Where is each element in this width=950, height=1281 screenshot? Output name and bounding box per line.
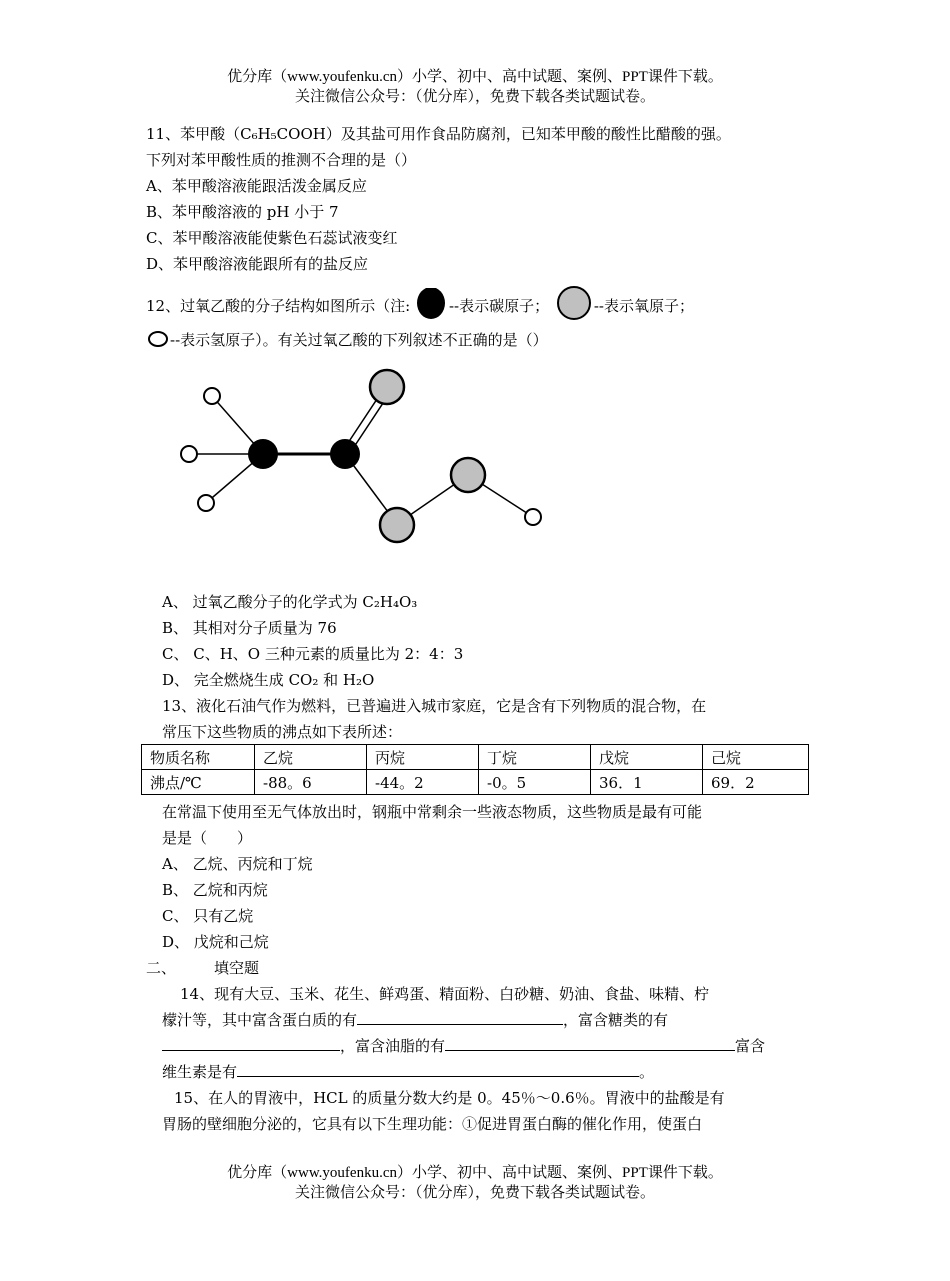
vitamin-answer-blank[interactable] [237, 1062, 639, 1077]
q13-stem-1: 13、液化石油气作为燃料，已普遍进入城市家庭，它是含有下列物质的混合物，在 [162, 697, 707, 715]
carbon-legend-icon [415, 288, 449, 322]
q12-option-d: D、 完全燃烧生成 CO₂ 和 H₂O [162, 671, 375, 689]
q11-stem-2: 下列对苯甲酸性质的推测不合理的是（） [146, 151, 417, 169]
q14-line-3-a: ，富含油脂的有 [340, 1037, 446, 1055]
oxygen-atom [451, 458, 485, 492]
hydrogen-atom [525, 509, 541, 525]
q12-option-c: C、 C、H、O 三种元素的质量比为 2：4：3 [162, 645, 464, 663]
table-row [142, 770, 809, 795]
oxygen-atom [370, 370, 404, 404]
q12-option-b: B、 其相对分子质量为 76 [162, 619, 337, 637]
table-row [142, 745, 809, 770]
hydrogen-atom [181, 446, 197, 462]
hydrogen-atom [198, 495, 214, 511]
q11-option-d: D、苯甲酸溶液能跟所有的盐反应 [146, 255, 369, 273]
q14-line-4 [162, 1062, 654, 1082]
table-cell: 己烷 [703, 745, 809, 770]
q13-option-b: B、 乙烷和丙烷 [162, 881, 268, 899]
q14-line-4-b: 。 [639, 1063, 655, 1081]
carbon-atom [330, 439, 360, 469]
table-cell: 戊烷 [591, 745, 703, 770]
q11-option-b: B、苯甲酸溶液的 pH 小于 7 [146, 203, 339, 221]
table-cell: 69．2 [703, 770, 809, 795]
q14-line-1: 14、现有大豆、玉米、花生、鲜鸡蛋、精面粉、白砂糖、奶油、食盐、味精、柠 [180, 985, 710, 1003]
table-cell: -44。2 [367, 770, 479, 795]
sugar-answer-blank[interactable] [162, 1036, 340, 1051]
q12-stem-d: --表示氢原子）。有关过氧乙酸的下列叙述不正确的是（） [170, 331, 548, 349]
q11-option-c: C、苯甲酸溶液能使紫色石蕊试液变红 [146, 229, 398, 247]
section-2-title: 填空题 [214, 959, 260, 977]
footer-line-1: 优分库（www.youfenku.cn）小学、初中、高中试题、案例、PPT课件下载。 [227, 1165, 723, 1181]
q12-option-a: A、 过氧乙酸分子的化学式为 C₂H₄O₃ [162, 593, 418, 611]
q13-stem-2: 常压下这些物质的沸点如下表所述： [162, 723, 403, 741]
q12-stem-b: --表示碳原子； [448, 297, 550, 315]
header-line-1: 优分库（www.youfenku.cn）小学、初中、高中试题、案例、PPT课件下载。 [227, 69, 723, 85]
q13-option-c: C、 只有乙烷 [162, 907, 254, 925]
boiling-point-table [141, 744, 809, 795]
q12-stem-c: --表示氧原子； [593, 297, 694, 315]
q14-line-2-a: 檬汁等，其中富含蛋白质的有 [162, 1011, 358, 1029]
q13-after-1: 在常温下使用至无气体放出时，钢瓶中常剩余一些液态物质，这些物质是最有可能 [162, 803, 703, 821]
q13-after-2: 是是（ ） [162, 829, 253, 847]
protein-answer-blank[interactable] [357, 1010, 563, 1025]
q12-stem-line-2 [146, 330, 548, 350]
table-cell: 物质名称 [142, 745, 255, 770]
q12-stem-a: 12、过氧乙酸的分子结构如图所示（注: [146, 297, 411, 315]
q11-option-a: A、苯甲酸溶液能跟活泼金属反应 [146, 177, 367, 195]
table-cell: -88。6 [255, 770, 367, 795]
q11-stem-1: 11、苯甲酸（C₆H₅COOH）及其盐可用作食品防腐剂，已知苯甲酸的酸性比醋酸的强。 [146, 125, 731, 143]
carbon-atom [248, 439, 278, 469]
bonds [189, 390, 533, 524]
q15-line-1: 15、在人的胃液中，HCL 的质量分数大约是 0。45％～0.6％。胃液中的盐酸是有 [174, 1089, 725, 1107]
fat-answer-blank[interactable] [445, 1036, 735, 1051]
hydrogen-legend-icon [146, 330, 170, 348]
q14-line-2-b: ，富含糖类的有 [563, 1011, 669, 1029]
q13-option-d: D、 戊烷和己烷 [162, 933, 269, 951]
hydrogen-atom [204, 388, 220, 404]
q14-line-4-a: 维生素是有 [162, 1063, 238, 1081]
table-cell: 乙烷 [255, 745, 367, 770]
q14-line-3-b: 富含 [735, 1037, 766, 1055]
q14-line-3 [162, 1036, 765, 1056]
section-2-heading [146, 958, 259, 978]
q13-option-a: A、 乙烷、丙烷和丁烷 [162, 855, 313, 873]
oxygen-atom [380, 508, 414, 542]
table-cell: 丙烷 [367, 745, 479, 770]
table-cell: 丁烷 [479, 745, 591, 770]
q14-line-2 [162, 1010, 668, 1030]
oxygen-legend-icon [554, 286, 594, 322]
section-2-number: 二、 [146, 959, 177, 977]
q15-line-2: 胃肠的壁细胞分泌的，它具有以下生理功能：①促进胃蛋白酶的催化作用，使蛋白 [162, 1115, 703, 1133]
peracetic-acid-molecule-diagram [170, 362, 560, 572]
footer-line-2: 关注微信公众号：（优分库），免费下载各类试题试卷。 [294, 1185, 655, 1201]
table-cell: 36．1 [591, 770, 703, 795]
table-cell: 沸点/℃ [142, 770, 255, 795]
q12-stem-line-1 [146, 296, 694, 316]
header-line-2: 关注微信公众号：（优分库），免费下载各类试题试卷。 [294, 89, 655, 105]
table-cell: -0。5 [479, 770, 591, 795]
